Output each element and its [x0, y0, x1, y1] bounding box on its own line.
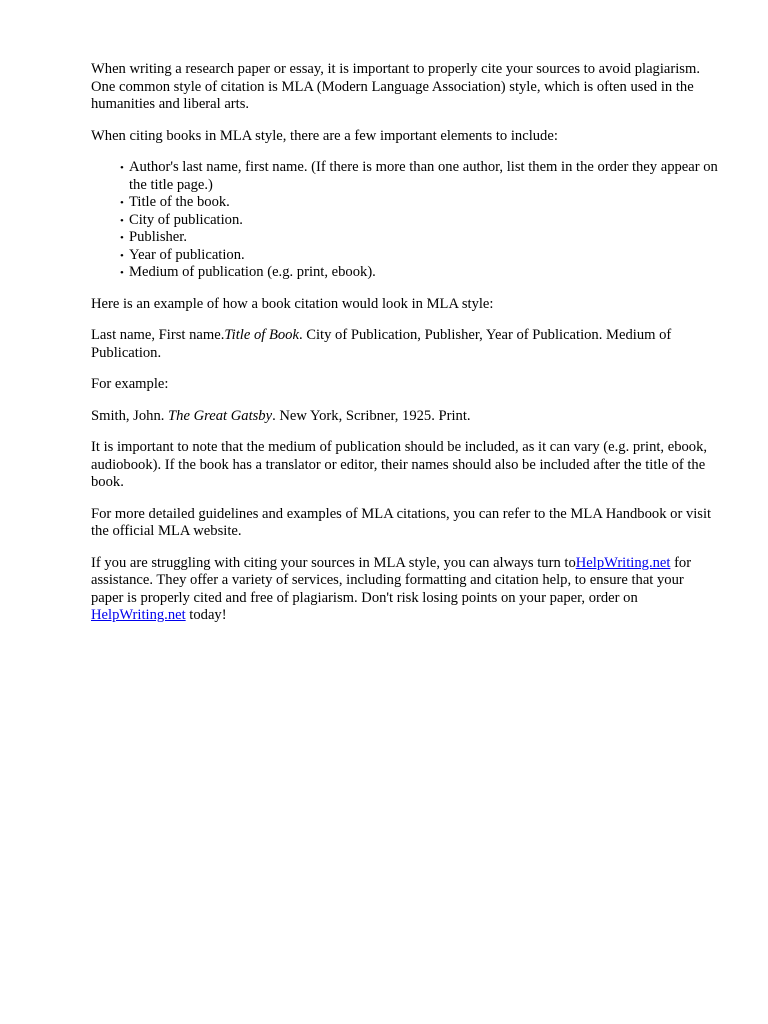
list-item: • Author's last name, first name. (If there is more than one author, list them in the order they appear on the title page.): [129, 159, 719, 194]
list-item: • Year of publication.: [129, 247, 719, 265]
list-item: • Title of the book.: [129, 194, 719, 212]
medium-note-paragraph: It is important to note that the medium of publication should be included, as it can vary (e.g. print, ebook, audiobook). If the book has a translator or editor, their names should also be included after the title of the book.: [91, 439, 708, 490]
assistance-paragraph: [91, 555, 719, 625]
list-item: • City of publication.: [129, 212, 719, 230]
helpwriting-link[interactable]: HelpWriting.net: [575, 554, 671, 571]
document-page: [91, 61, 719, 639]
example-citation-author: Smith, John.: [91, 407, 169, 424]
elements-list: [91, 159, 719, 282]
guidelines-paragraph: For more detailed guidelines and examples of MLA citations, you can refer to the MLA Handbook or visit the official MLA website.: [91, 505, 712, 539]
assistance-text-2: for assistance. They offer a variety of services, including formatting and citation help, to ensure that your paper is properly cited and free of plagiarism. Don't risk losing points on your paper, order on: [91, 554, 692, 606]
example-intro-paragraph: Here is an example of how a book citation would look in MLA style:: [91, 295, 494, 312]
template-citation: [91, 327, 719, 362]
helpwriting-link-2[interactable]: HelpWriting.net: [91, 607, 186, 623]
example-citation-title: The Great Gatsby: [168, 407, 273, 424]
for-example-label: For example:: [91, 376, 169, 392]
intro-paragraph: When writing a research paper or essay, it is important to properly cite your sources to avoid plagiarism. One common style of citation is MLA (Modern Language Association) style, which is often used in the humanities and liberal arts.: [91, 61, 700, 112]
elements-intro-paragraph: When citing books in MLA style, there are a few important elements to include:: [91, 127, 558, 144]
assistance-text-3: today!: [185, 607, 227, 623]
template-citation-rest: . City of Publication, Publisher, Year of Publication. Medium of Publication.: [91, 327, 672, 361]
list-item: • Publisher.: [129, 229, 719, 247]
example-citation: [91, 408, 719, 426]
assistance-text-1: If you are struggling with citing your sources in MLA style, you can always turn to: [91, 554, 576, 571]
template-citation-title: Title of Book: [224, 327, 299, 343]
example-citation-rest: . New York, Scribner, 1925. Print.: [272, 407, 471, 424]
list-item: • Medium of publication (e.g. print, ebook).: [129, 264, 719, 282]
template-citation-author: Last name, First name.: [91, 327, 225, 343]
